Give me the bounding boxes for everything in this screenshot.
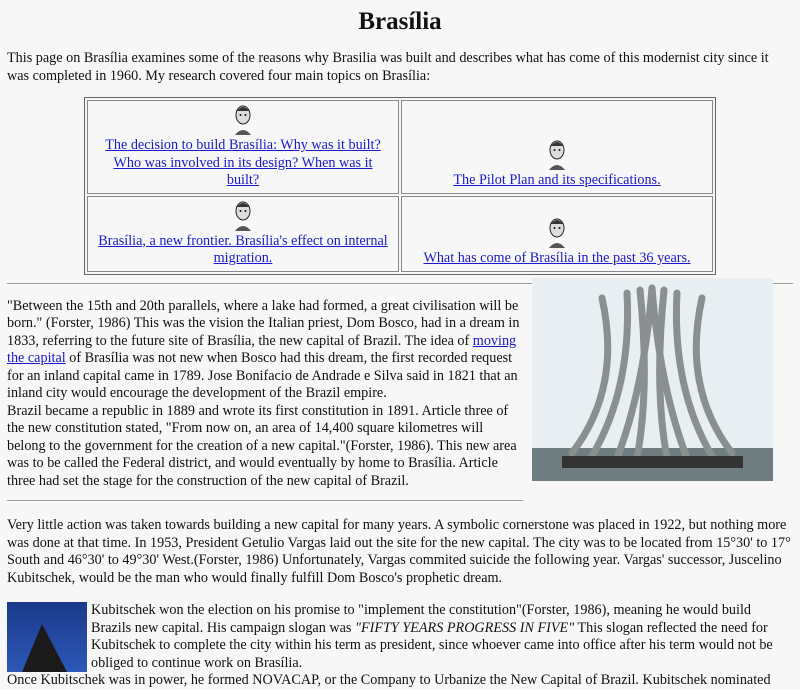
topic-cell xyxy=(401,196,713,272)
topic-cell xyxy=(87,100,399,194)
topic-link-past-36-years[interactable]: What has come of Brasília in the past 36 years. xyxy=(423,250,691,266)
paragraph: Kubitschek won the election on his promise to "implement the constitution"(Forster, 1986), meaning he would build Brazils new capital. His campaign slogan was "FIFTY YEARS PROGRESS IN FIVE" This slogan reflected the need for Kubitschek to complete the city within his term as president, since whoever came into office after his term would not be obliged to continue work on Brasília. xyxy=(91,602,773,671)
paragraph: Brazil became a republic in 1889 and wrote its first constitution in 1891. Article three of the new constitution stated, "From now on, an area of 14,400 square kilometres will belong to the government for the creation of a new capital."(Forster, 1986). This new area was to be called the Federal district, and would eventually by home to Brasília. Article three had set the stage for the construction of the new capital of Brazil. xyxy=(7,402,517,489)
kubitschek-section xyxy=(7,602,793,690)
divider xyxy=(7,500,523,502)
paragraph: "Between the 15th and 20th parallels, where a lake had formed, a great civilisation will be born." (Forster, 1986) This was the vision the Italian priest, Dom Bosco, had in a dream in 1833, referring to the future site of Brasília, the new capital of Brazil. The idea of moving the capital of Brasília was not new when Bosco had this dream, the first recorded request for an inland capital came in 1789. Jose Bonifacio de Andrade e Silva said in 1821 that an inland city would encourage the development of the Brazil empire. xyxy=(7,297,520,401)
moving-capital-link[interactable]: moving the capital xyxy=(7,332,517,366)
cathedral-photo xyxy=(532,278,773,481)
intro-paragraph: This page on Brasília examines some of the reasons why Brasilia was built and describes what has come of this modernist city since it was completed in 1960. My research covered four main topics on Brasília: xyxy=(7,50,769,84)
history-section xyxy=(7,298,523,503)
portrait-icon xyxy=(547,138,567,170)
topic-cell xyxy=(401,100,713,194)
topics-table xyxy=(84,97,716,275)
paragraph-vargas: Very little action was taken towards building a new capital for many years. A symbolic cornerstone was placed in 1922, but nothing more was done at that time. In 1953, President Getulio Vargas laid out the site for the new capital. The city was to be located from 15°30' to 17° South and 46°30' to 49°30' West.(Forster, 1986) Unfortunately, Vargas commited suicide the following year. Vargas' successor, Juscelino Kubitschek, would be the man who would finally fulfill Dom Bosco's prophetic dream. xyxy=(7,517,791,586)
topic-cell xyxy=(87,196,399,272)
portrait-icon xyxy=(547,216,567,248)
page-title: Brasília xyxy=(358,8,442,35)
monument-photo xyxy=(7,602,87,672)
topic-link-pilot-plan[interactable]: The Pilot Plan and its specifications. xyxy=(453,172,661,188)
topic-link-decision[interactable]: The decision to build Brasília: Why was it built? Who was involved in its design? When was it built? xyxy=(105,137,381,188)
topic-link-frontier[interactable]: Brasília, a new frontier. Brasília's effect on internal migration. xyxy=(98,232,388,266)
portrait-icon xyxy=(233,199,253,231)
paragraph: Once Kubitschek was in power, he formed NOVACAP, or the Company to Urbanize the New Capital of Brazil. Kubitschek nominated xyxy=(7,672,771,688)
page xyxy=(0,8,800,690)
campaign-slogan: "FIFTY YEARS PROGRESS IN FIVE" xyxy=(354,619,575,636)
portrait-icon xyxy=(233,103,253,135)
